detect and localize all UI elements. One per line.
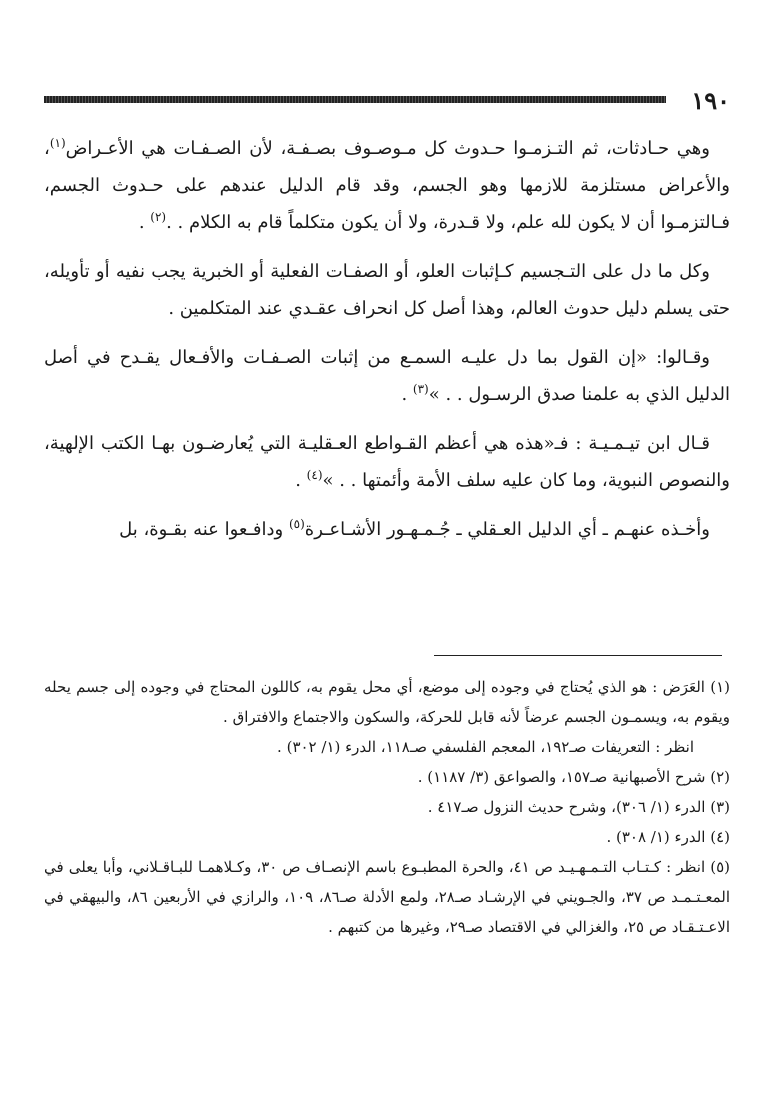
footnote-divider — [434, 655, 722, 656]
paragraph-3: وقـالوا: «إن القول بما دل عليـه السمـع من إثبات الصـفـات والأفـعال يقـدح في أصل الدليل الذي به علمنا صدق الرسـول . . »$^{(٣)}$ . — [44, 347, 730, 405]
footnote-5: (٥) انظر : كـتـاب التـمـهـيـد ص ٤١، والحرة المطبـوع باسم الإنصـاف ص ٣٠، وكـلاهمـا للبـاقـلاني، وأبا يعلى في المعـتـمـد ص ٣٧، والجـويني في الإرشـاد صـ٢٨، ولمع الأدلة صـ٨٦، ١٠٩، والرازي في الأربعين ٨٦، والبيهقي في الاعـتـقـاد ص ٢٥، والغزالي في الاقتصاد صـ٢٩، وغيرها من كتبهم . — [44, 858, 730, 936]
footnotes — [44, 672, 730, 942]
footnote-marker: (٢) — [150, 210, 167, 224]
page-header — [44, 86, 730, 116]
paragraph-2: وكل ما دل على التـجسيم كـإثبات العلو، أو الصفـات الفعلية أو الخبرية يجب نفيه أو تأويله، حتى يسلم دليل حدوث العالم، وهذا أصل كل انحراف عقـدي عند المتكلمين . — [44, 261, 730, 319]
footnote-marker: (٥) — [288, 517, 305, 531]
footnote-marker: (٤) — [306, 468, 323, 482]
footnote-1-references: انظر : التعريفات صـ١٩٢، المعجم الفلسفي صـ١١٨، الدرء (١/ ٣٠٢) . — [277, 738, 694, 756]
footnote-marker: (١) — [49, 136, 66, 150]
footnote-2: (٢) شرح الأصبهانية صـ١٥٧، والصواعق (٣/ ١١٨٧) . — [417, 768, 730, 786]
paragraph-1: وهي حـادثات، ثم التـزمـوا حـدوث كل مـوصـوف بصـفـة، لأن الصـفـات هي الأعـراض$^{(١)}$، والأعراض مستلزمة للازمها وهو الجسم، وقد قام الدليل عندهم على حـدوث الجسم، فـالتزمـوا أن لا يكون لله علم، ولا قـدرة، ولا أن يكون متكلماً قام به الكلام . .$^{(٢)}$ . — [44, 136, 730, 233]
paragraph-4: قـال ابن تيـمـيـة : فـ«هذه هي أعظم القـواطع العـقليـة التي يُعارضـون بهـا الكتب الإلهية، والنصوص النبوية، وما كان عليه سلف الأمة وأئمتها . . »$^{(٤)}$ . — [44, 433, 730, 491]
page-number: ١٩٠ — [691, 86, 730, 115]
header-rule — [44, 96, 666, 103]
paragraph-5: وأخـذه عنهـم ـ أي الدليل العـقلي ـ جُـمـهـور الأشـاعـرة$^{(٥)}$ ودافـعوا عنه بقـوة، بل — [119, 517, 710, 540]
footnote-1: (١) العَرَض : هو الذي يُحتاج في وجوده إلى موضع، أي محل يقوم به، كاللون المحتاج في وجوده إلى جسم يحله ويقوم به، ويسمـون الجسم عرضاً لأنه قابل للحركة، والسكون والاجتماع والافتراق . — [44, 678, 730, 726]
main-text — [44, 130, 730, 548]
footnote-marker: (٣) — [412, 382, 429, 396]
footnote-3: (٣) الدرء (١/ ٣٠٦)، وشرح حديث النزول صـ٤١٧ . — [427, 798, 730, 816]
footnote-4: (٤) الدرء (١/ ٣٠٨) . — [606, 828, 730, 846]
